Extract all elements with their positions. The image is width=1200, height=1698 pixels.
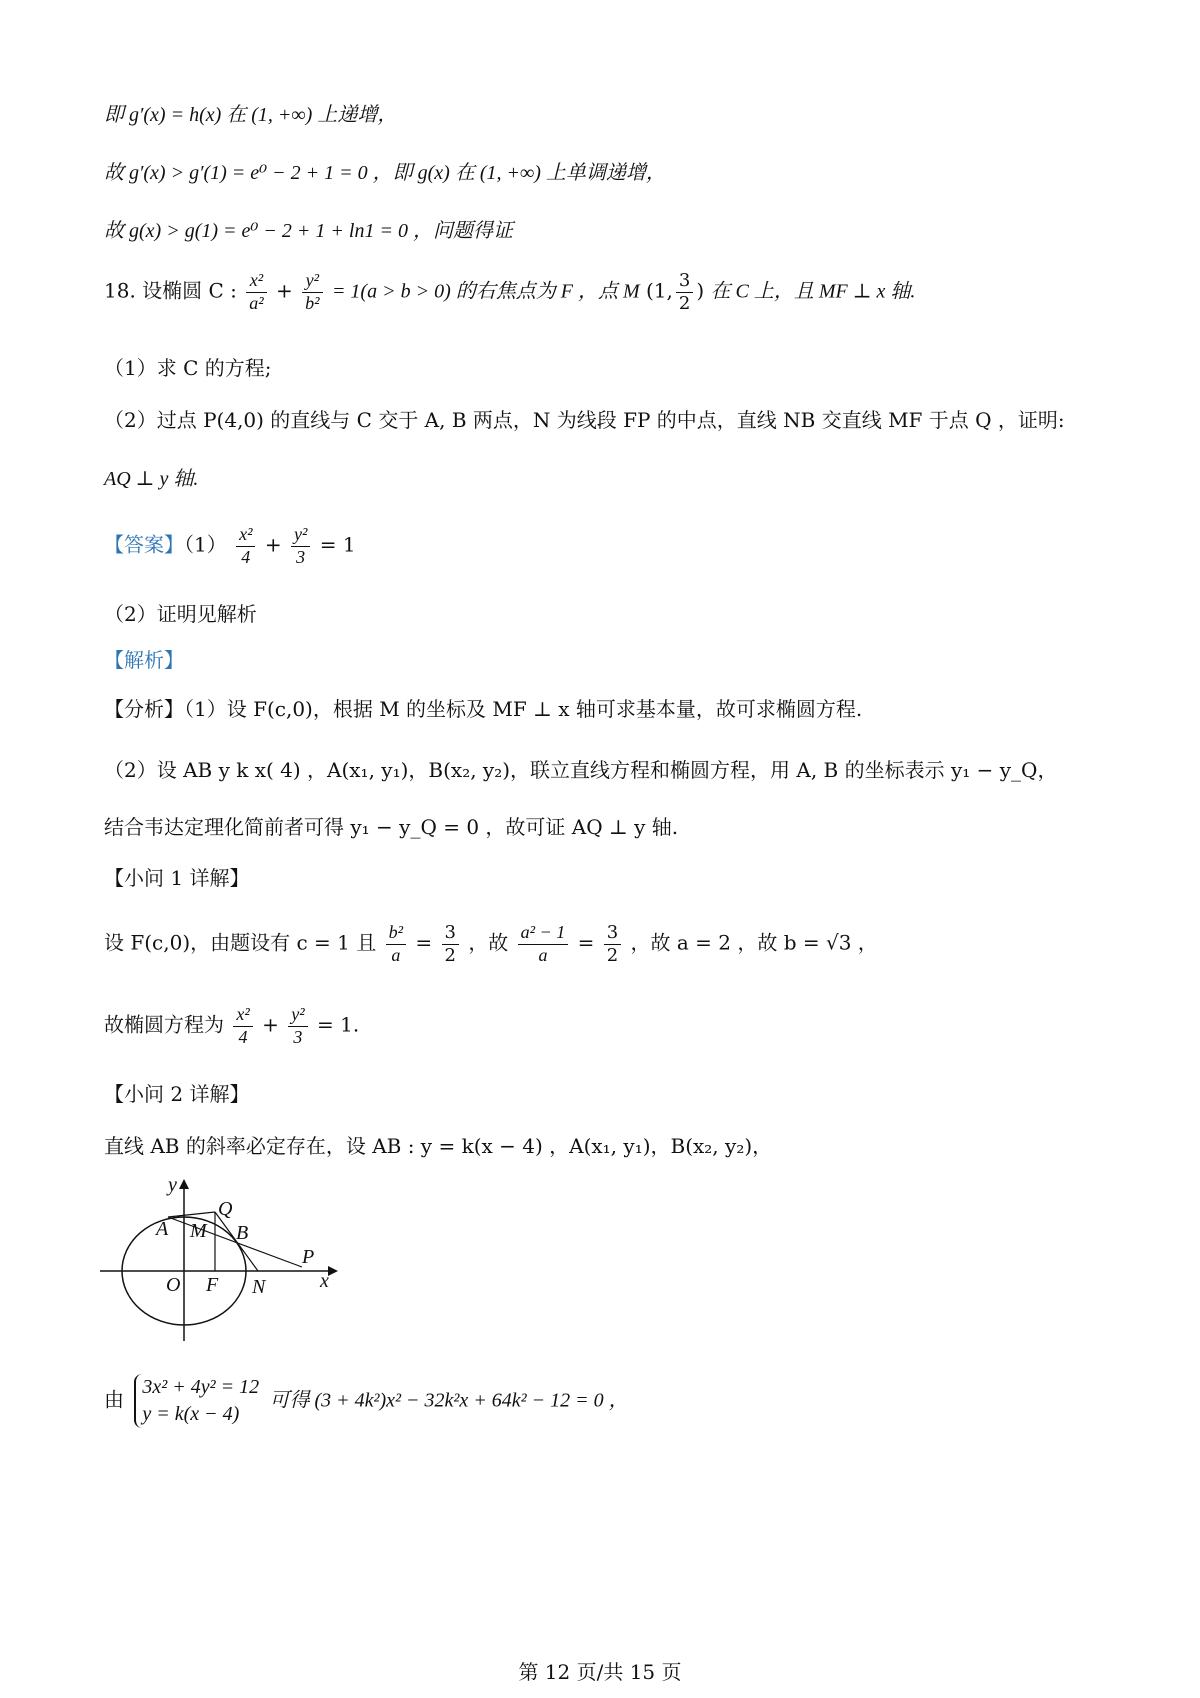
label-p: P <box>302 1246 315 1268</box>
solution-1-ellipse: 故椭圆方程为 $\frac{\text{x²}}{4}$ + $\frac{\text{y²}}{3}$ = 1. <box>104 1004 360 1047</box>
fraction-3-2-b: $\frac{3}{2}$ <box>604 922 621 966</box>
question-part-2-cont: AQ ⊥ y 轴. <box>104 468 199 490</box>
question-part-2: （2）过点 P(4,0) 的直线与 C 交于 A, B 两点，N 为线段 FP 的中点，直线 NB 交直线 MF 于点 Q ，证明: <box>104 408 1065 432</box>
label-o: O <box>166 1274 181 1296</box>
fraction-y2-3: $\frac{\text{y²}}{3}$ <box>291 524 310 568</box>
label-y: y <box>168 1175 177 1196</box>
fraction-x2-4-b: $\frac{\text{x²}}{4}$ <box>233 1004 252 1048</box>
line-ap <box>168 1217 302 1267</box>
fraction-x2-4: $\frac{\text{x²}}{4}$ <box>236 524 255 568</box>
text-line-1: 即 g′(x) = h(x) 在 (1, +∞) 上递增， <box>104 104 398 126</box>
sub-question-2-heading: 【小问 2 详解】 <box>104 1082 250 1106</box>
fenxi-line-1: 【分析】（1）设 F(c,0)，根据 M 的坐标及 MF ⊥ x 轴可求基本量，故可求椭圆方程. <box>104 697 863 721</box>
text-line-2: 故 g′(x) > g′(1) = e⁰ − 2 + 1 = 0 ，即 g(x) 在 (1, +∞) 上单调递增， <box>104 162 666 184</box>
label-b: B <box>236 1222 249 1244</box>
sub-question-1-heading: 【小问 1 详解】 <box>104 866 250 890</box>
fraction-m-y: $\frac{3}{2}$ <box>676 270 693 314</box>
fraction-b2-a: $\frac{\text{b²}}{a}$ <box>386 922 406 966</box>
fraction-3-2: $\frac{3}{2}$ <box>442 922 459 966</box>
label-n: N <box>252 1276 266 1298</box>
solution-system-line: 由 3x² + 4y² = 12 y = k(x − 4) 可得 (3 + 4k²)x² − 32k²x + 64k² − 12 = 0 ， <box>104 1374 629 1428</box>
label-q: Q <box>218 1198 233 1220</box>
answer-line: 【答案】（1） $\frac{\text{x²}}{4}$ + $\frac{\text{y²}}{3}$ = 1 <box>104 524 356 567</box>
x-axis-arrow <box>328 1266 338 1276</box>
fraction-x2-a2: $\frac{\text{x²}}{\text{a²}}$ <box>246 270 266 314</box>
label-f: F <box>206 1274 219 1296</box>
line-aq <box>168 1212 215 1217</box>
fraction-y2-b2: $\frac{\text{y²}}{\text{b²}}$ <box>302 270 322 314</box>
answer-part-2: （2）证明见解析 <box>104 602 257 626</box>
analysis-tag: 【解析】 <box>104 648 184 672</box>
ellipse-figure <box>100 1175 360 1355</box>
label-x: x <box>320 1270 329 1292</box>
fenxi-line-2: （2）设 AB y k x( 4) ，A(x₁, y₁)，B(x₂, y₂)，联立直线方程和椭圆方程，用 A, B 的坐标表示 y₁ − y_Q， <box>104 758 1058 782</box>
solution-1-line: 设 F(c,0)，由题设有 c = 1 且 $\frac{\text{b²}}{a}$ = $\frac{3}{2}$ ，故 $\frac{\text{a² − 1}}{a}$ = $\frac{3}{2}$ ，故 a = 2 ，故 b = √3 ， <box>104 922 878 966</box>
y-axis-arrow <box>179 1179 189 1189</box>
fenxi-line-3: 结合韦达定理化简前者可得 y₁ − y_Q = 0 ，故可证 AQ ⊥ y 轴. <box>104 815 679 839</box>
question-18: 18. 设椭圆 C : $\frac{\text{x²}}{\text{a²}}$ + $\frac{\text{y²}}{\text{b²}}$ = 1(a > b > 0) 的右焦点为 F ，点 M (1, $\frac{3}{2}$ ) 在 C 上，且 MF ⊥ x 轴. <box>104 270 916 314</box>
equation-system: 3x² + 4y² = 12 y = k(x − 4) <box>134 1374 259 1428</box>
page-footer: 第 12 页/共 15 页 <box>518 1660 682 1684</box>
text-line-3: 故 g(x) > g(1) = e⁰ − 2 + 1 + ln1 = 0 ，问题得证 <box>104 220 513 242</box>
question-part-1: （1）求 C 的方程; <box>104 356 272 380</box>
label-a: A <box>156 1218 169 1240</box>
solution-2-line: 直线 AB 的斜率必定存在，设 AB : y = k(x − 4) ，A(x₁, y₁)，B(x₂, y₂)， <box>104 1134 773 1158</box>
answer-tag: 【答案】 <box>104 532 184 557</box>
fraction-y2-3-b: $\frac{\text{y²}}{3}$ <box>288 1004 307 1048</box>
fraction-a2-1-a: $\frac{\text{a² − 1}}{a}$ <box>518 922 569 966</box>
label-m: M <box>190 1220 207 1242</box>
